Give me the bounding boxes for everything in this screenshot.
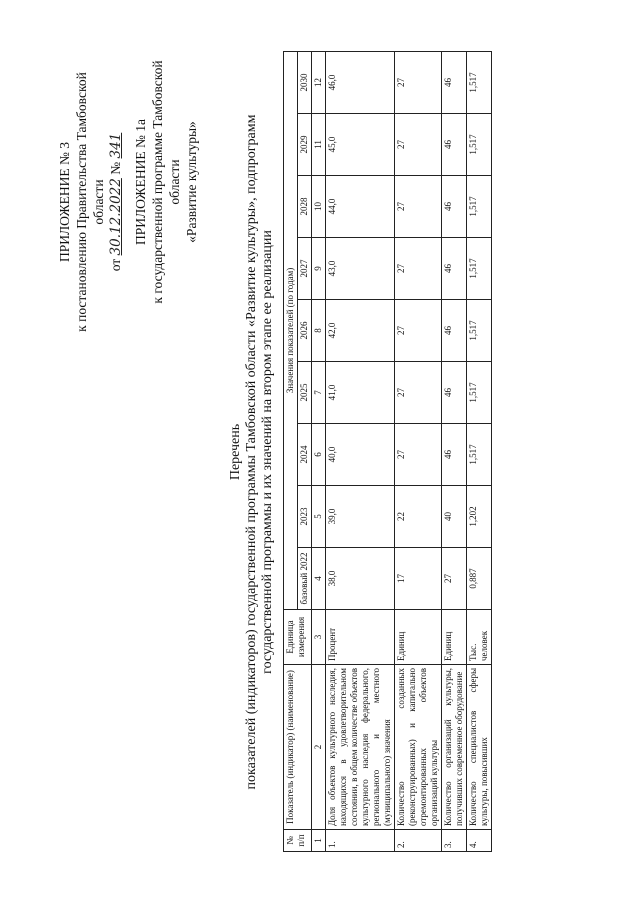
value-cell: 1,517 xyxy=(467,238,492,300)
indicator-name-cell: Количество специалистов сферы культуры, повысивших xyxy=(467,665,492,830)
program-appendix-number: ПРИЛОЖЕНИЕ № 1а xyxy=(133,118,148,246)
year-header-cell: 2028 xyxy=(298,176,312,238)
column-number-cell: 2 xyxy=(312,665,326,830)
unit-cell: Процент xyxy=(326,610,395,665)
year-header-cell: 2026 xyxy=(298,300,312,362)
value-cell: 1,517 xyxy=(467,114,492,176)
value-cell: 46,0 xyxy=(326,51,395,113)
indicator-name-cell: Количество созданных (реконструированных) и капитально отремонтированных объектов организаций культуры xyxy=(395,665,442,830)
document-page xyxy=(20,12,620,892)
table-row xyxy=(395,51,442,851)
value-cell: 1,517 xyxy=(467,424,492,486)
table-row xyxy=(442,51,467,851)
row-number-cell: 4. xyxy=(467,830,492,852)
column-number-cell: 12 xyxy=(312,51,326,113)
value-cell: 27 xyxy=(395,238,442,300)
column-number-cell: 10 xyxy=(312,176,326,238)
column-number-row xyxy=(312,51,326,851)
value-cell: 22 xyxy=(395,486,442,548)
column-number-cell: 1 xyxy=(312,830,326,852)
unit-cell: Единиц xyxy=(395,610,442,665)
column-number-cell: 7 xyxy=(312,362,326,424)
year-header-cell: 2029 xyxy=(298,114,312,176)
program-reference: к государственной программе Тамбовской области xyxy=(150,60,182,304)
value-cell: 27 xyxy=(442,548,467,610)
value-cell: 41,0 xyxy=(326,362,395,424)
value-cell: 39,0 xyxy=(326,486,395,548)
year-header-cell: 2023 xyxy=(298,486,312,548)
program-name: «Развитие культуры» xyxy=(184,121,199,243)
decree-date-line: от 30.12.2022 № 341 xyxy=(108,132,124,272)
value-cell: 43,0 xyxy=(326,238,395,300)
value-cell: 1,517 xyxy=(467,300,492,362)
column-number-cell: 11 xyxy=(312,114,326,176)
value-cell: 1,517 xyxy=(467,362,492,424)
value-cell: 27 xyxy=(395,362,442,424)
column-number-cell: 9 xyxy=(312,238,326,300)
year-header-cell: 2024 xyxy=(298,424,312,486)
row-number-cell: 3. xyxy=(442,830,467,852)
value-cell: 27 xyxy=(395,114,442,176)
indicator-name-cell: Доля объектов культурного наследия, находящихся в удовлетворительном состоянии, в общем количестве объектов культурного наследия федерального, регионального и местного (муниципального) значения xyxy=(326,665,395,830)
value-cell: 40 xyxy=(442,486,467,548)
table-header-row xyxy=(284,51,298,851)
value-cell: 27 xyxy=(395,51,442,113)
value-cell: 42,0 xyxy=(326,300,395,362)
decree-appendix-header xyxy=(56,52,125,352)
document-title: Перечень показателей (индикаторов) государственной программы Тамбовской области «Развитие культуры», подпрограмм государственной программы и их значений на втором этапе ее реализации xyxy=(228,114,275,790)
handwritten-number: 341 xyxy=(108,132,124,159)
row-number-cell: 1. xyxy=(326,830,395,852)
indicators-table xyxy=(283,51,492,852)
header-cell: Единица измерения xyxy=(284,610,312,665)
year-header-cell: 2025 xyxy=(298,362,312,424)
column-number-cell: 8 xyxy=(312,300,326,362)
decree-reference: к постановлению Правительства Тамбовской области xyxy=(74,72,106,332)
year-header-cell: базовый 2022 xyxy=(298,548,312,610)
indicator-name-cell: Количество организаций культуры, получивших современное оборудование xyxy=(442,665,467,830)
header-cell: Значения показателей (по годам) xyxy=(284,51,298,609)
value-cell: 45,0 xyxy=(326,114,395,176)
header-cell: Показатель (индикатор) (наименование) xyxy=(284,665,312,830)
handwritten-date: 30.12.2022 xyxy=(108,178,124,256)
table-row xyxy=(326,51,395,851)
value-cell: 46 xyxy=(442,114,467,176)
value-cell: 27 xyxy=(395,176,442,238)
row-number-cell: 2. xyxy=(395,830,442,852)
column-number-cell: 3 xyxy=(312,610,326,665)
value-cell: 46 xyxy=(442,51,467,113)
column-number-cell: 6 xyxy=(312,424,326,486)
value-cell: 27 xyxy=(395,424,442,486)
value-cell: 17 xyxy=(395,548,442,610)
value-cell: 44,0 xyxy=(326,176,395,238)
value-cell: 0,887 xyxy=(467,548,492,610)
decree-appendix-number: ПРИЛОЖЕНИЕ № 3 xyxy=(57,141,72,263)
year-header-cell: 2030 xyxy=(298,51,312,113)
value-cell: 1,517 xyxy=(467,176,492,238)
table-row xyxy=(467,51,492,851)
value-cell: 27 xyxy=(395,300,442,362)
unit-cell: Единиц xyxy=(442,610,467,665)
value-cell: 46 xyxy=(442,238,467,300)
value-cell: 46 xyxy=(442,424,467,486)
column-number-cell: 4 xyxy=(312,548,326,610)
value-cell: 1,202 xyxy=(467,486,492,548)
header-cell: № п/п xyxy=(284,830,312,852)
value-cell: 46 xyxy=(442,362,467,424)
unit-cell: Тыс. человек xyxy=(467,610,492,665)
value-cell: 1,517 xyxy=(467,51,492,113)
value-cell: 46 xyxy=(442,176,467,238)
value-cell: 38,0 xyxy=(326,548,395,610)
year-header-cell: 2027 xyxy=(298,238,312,300)
column-number-cell: 5 xyxy=(312,486,326,548)
value-cell: 40,0 xyxy=(326,424,395,486)
program-appendix-header xyxy=(132,52,200,312)
value-cell: 46 xyxy=(442,300,467,362)
